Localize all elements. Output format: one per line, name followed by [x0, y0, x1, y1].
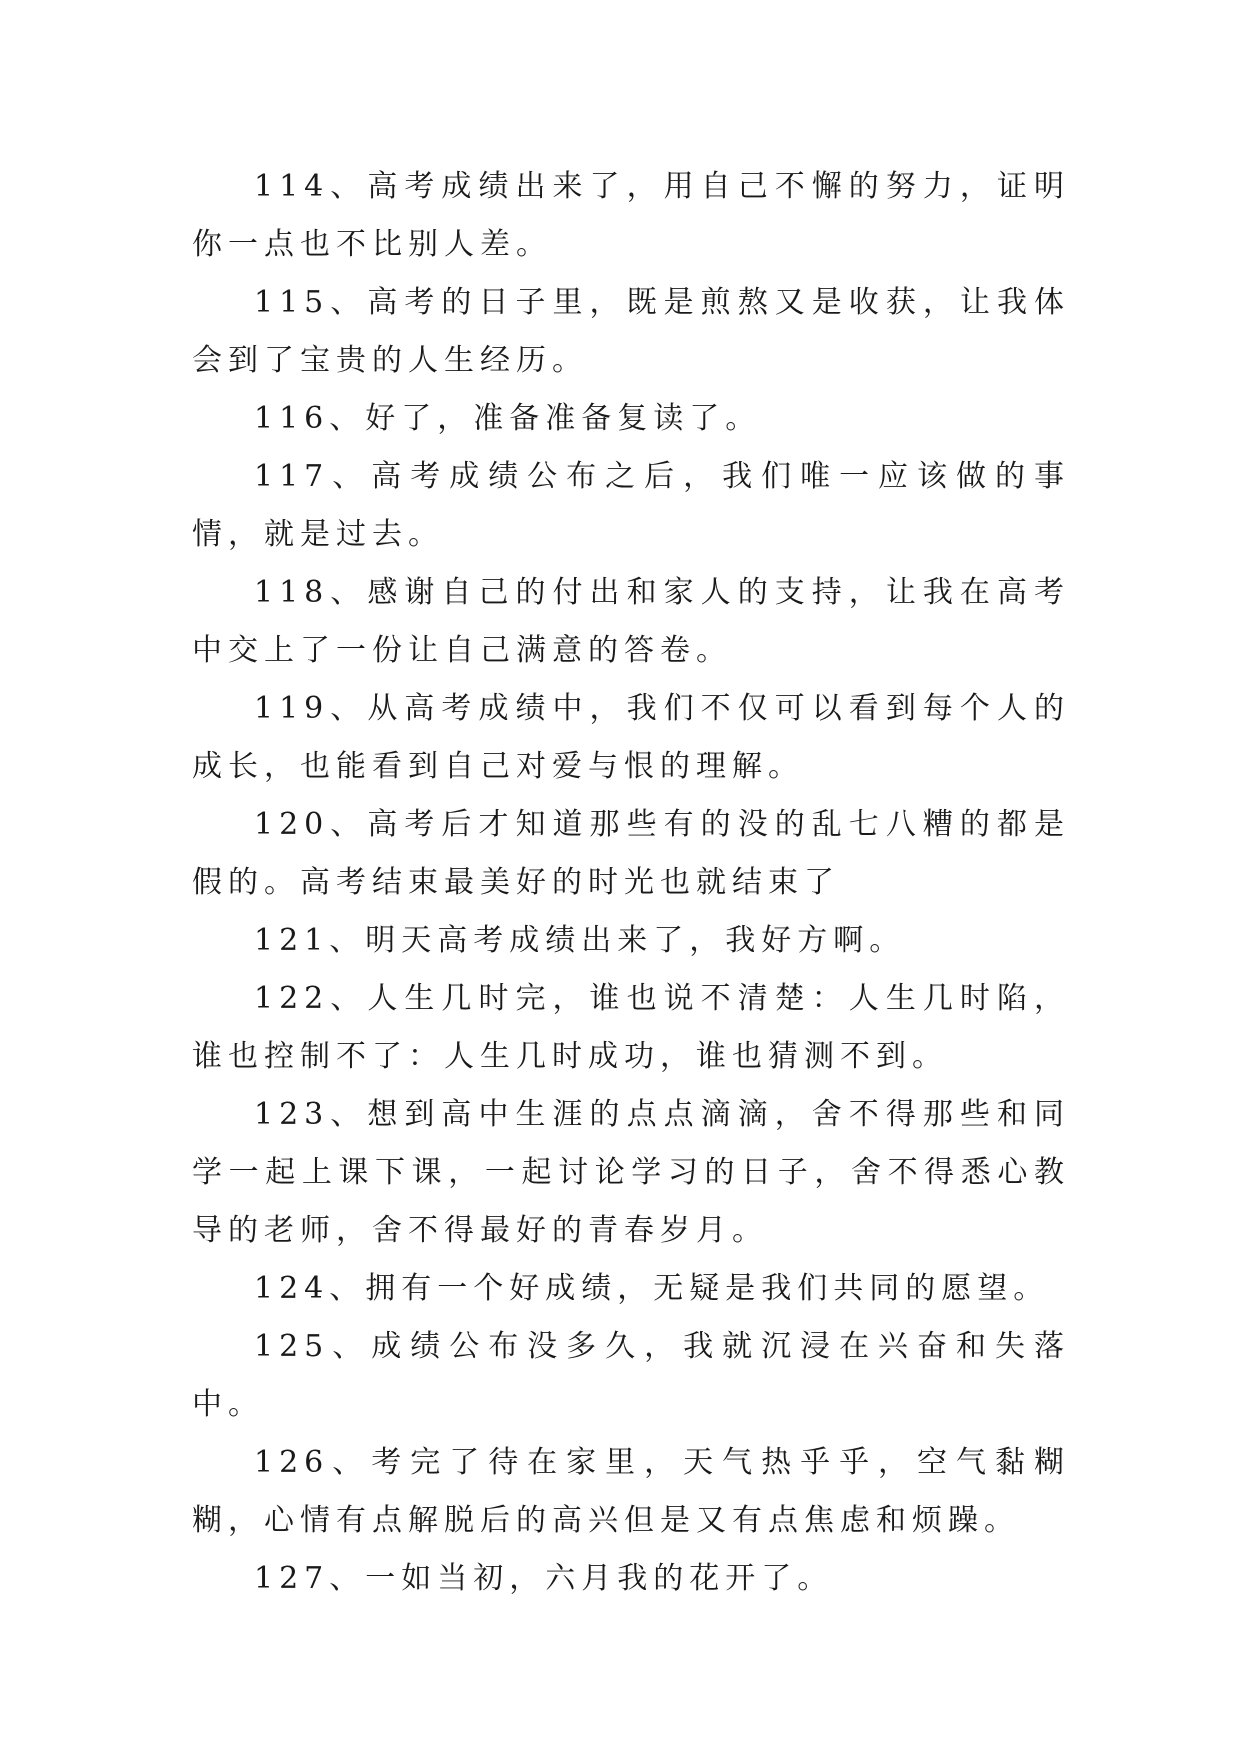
paragraph-121: 121、明天高考成绩出来了，我好方啊。 — [254, 923, 906, 958]
paragraph-118: 118、感谢自己的付出和家人的支持，让我在高考中交上了一份让自己满意的答卷。 — [192, 575, 1070, 668]
paragraph-122: 122、人生几时完，谁也说不清楚：人生几时陷，谁也控制不了：人生几时成功，谁也猜测不到。 — [192, 981, 1070, 1074]
paragraph-125: 125、成绩公布没多久，我就沉浸在兴奋和失落中。 — [192, 1329, 1070, 1422]
paragraph-116: 116、好了，准备准备复读了。 — [254, 401, 762, 436]
paragraph-123: 123、想到高中生涯的点点滴滴，舍不得那些和同学一起上课下课，一起讨论学习的日子，舍不得悉心教导的老师，舍不得最好的青春岁月。 — [192, 1097, 1070, 1248]
paragraph-114: 114、高考成绩出来了，用自己不懈的努力，证明你一点也不比别人差。 — [192, 169, 1070, 262]
paragraph-117: 117、高考成绩公布之后，我们唯一应该做的事情，就是过去。 — [192, 459, 1070, 552]
paragraph-120: 120、高考后才知道那些有的没的乱七八糟的都是假的。高考结束最美好的时光也就结束了 — [192, 807, 1070, 900]
paragraph-124: 124、拥有一个好成绩，无疑是我们共同的愿望。 — [254, 1271, 1050, 1306]
paragraph-115: 115、高考的日子里，既是煎熬又是收获，让我体会到了宝贵的人生经历。 — [192, 285, 1070, 378]
paragraph-127: 127、一如当初，六月我的花开了。 — [254, 1561, 834, 1596]
paragraph-126: 126、考完了待在家里，天气热乎乎，空气黏糊糊，心情有点解脱后的高兴但是又有点焦虑和烦躁。 — [192, 1445, 1070, 1538]
document-body — [192, 158, 1070, 1608]
paragraph-119: 119、从高考成绩中，我们不仅可以看到每个人的成长，也能看到自己对爱与恨的理解。 — [192, 691, 1070, 784]
